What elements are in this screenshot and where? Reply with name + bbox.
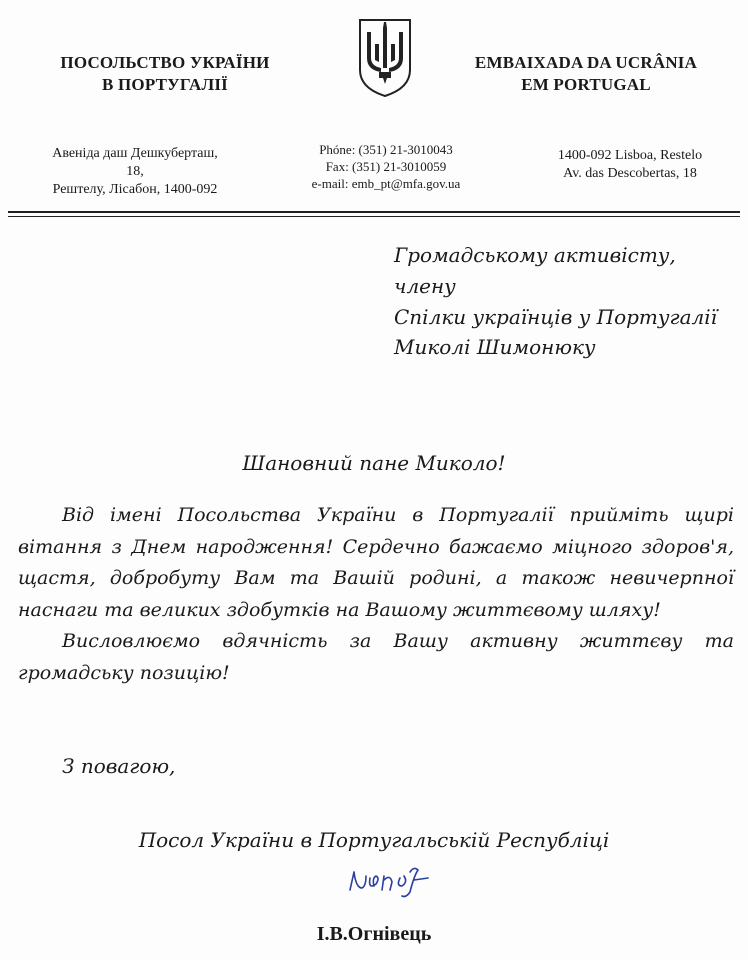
phone-number: Phóne: (351) 21-3010043 <box>319 142 453 157</box>
body-paragraph-1: Від імені Посольства України в Португалії прийміть щирі вітання з Днем народження! Сердечно бажаємо міцного здоров'я, щастя, добробуту Вам та Вашій родині, а також невичерпної наснаги та великих здобутків на Вашому життєвому шляху! <box>18 504 734 621</box>
salutation: Шановний пане Миколо! <box>242 451 506 475</box>
recipient-line1: Громадському активісту, члену <box>394 243 676 298</box>
fax-number: Fax: (351) 21-3010059 <box>325 159 447 174</box>
embassy-name-portuguese <box>468 52 704 96</box>
letter-body <box>18 500 734 689</box>
address-pt-line1: 1400-092 Lisboa, Restelo <box>557 148 703 163</box>
handwritten-signature <box>340 862 460 900</box>
recipient-name: Миколі Шимонюку <box>394 335 596 359</box>
address-portuguese <box>540 147 720 183</box>
embassy-name-pt-line1: EMBAIXADA DA UCRÂNIA <box>474 53 698 72</box>
signer-position: Посол України в Португальській Республіці <box>138 828 610 852</box>
embassy-name-pt-line2: EM PORTUGAL <box>521 75 651 94</box>
trident-coat-of-arms-icon <box>357 18 413 98</box>
email-address: e-mail: emb_pt@mfa.gov.ua <box>311 176 461 191</box>
embassy-name-uk-line1: ПОСОЛЬСТВО УКРАЇНИ <box>60 53 270 72</box>
recipient-line2: Спілки українців у Португалії <box>394 305 718 329</box>
recipient-title <box>394 240 734 333</box>
body-paragraph-2: Висловлюємо вдячність за Вашу активну життєву та громадську позицію! <box>18 630 734 684</box>
embassy-name-ukrainian <box>30 52 300 96</box>
closing-phrase: З повагою, <box>62 754 176 778</box>
contact-details <box>296 141 476 192</box>
address-uk-line2: 18, <box>126 164 144 179</box>
signer-name: І.В.Огнівець <box>316 923 432 945</box>
embassy-name-uk-line2: В ПОРТУГАЛІЇ <box>102 75 228 94</box>
header-divider-thick <box>8 211 740 213</box>
address-pt-line2: Av. das Descobertas, 18 <box>563 166 697 181</box>
header-divider-thin <box>8 216 740 217</box>
address-uk-line3: Рештелу, Лісабон, 1400-092 <box>52 182 218 197</box>
address-uk-line1: Авеніда даш Дешкуберташ, <box>52 146 218 161</box>
address-ukrainian <box>20 145 250 199</box>
